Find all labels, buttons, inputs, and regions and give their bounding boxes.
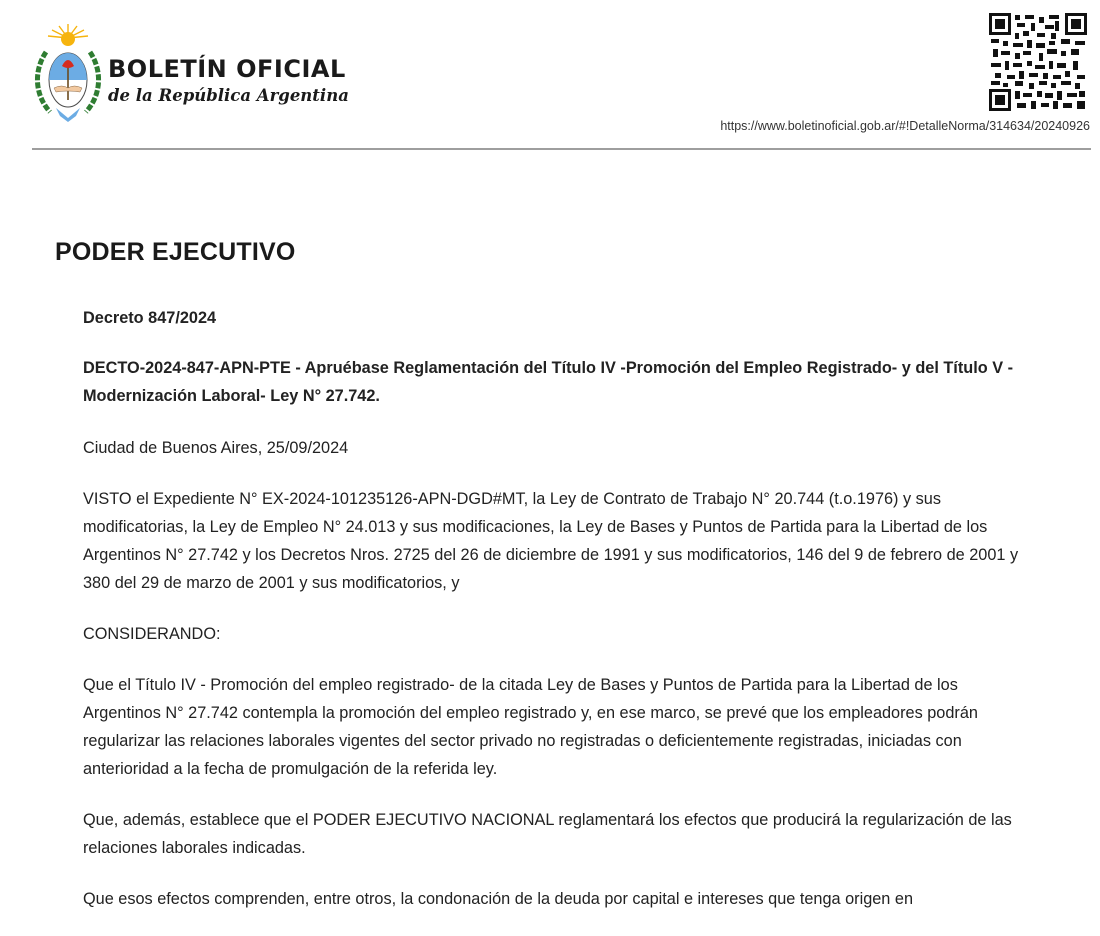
place-date: Ciudad de Buenos Aires, 25/09/2024 bbox=[83, 439, 349, 457]
decree-number: Decreto 847/2024 bbox=[83, 309, 217, 327]
paragraph-que-1: Que el Título IV - Promoción del empleo registrado- de la citada Ley de Bases y Puntos de Partida para la Libertad de los Argentinos N° 27.742 contempla la promoción del empleo registrado y, en ese marco, se prevé que los empleadores podrán regularizar las relaciones laborales vigentes del sector privado no registradas o deficientemente registradas, iniciadas con anterioridad a la fecha de promulgación de la referida ley. bbox=[83, 676, 978, 778]
document-body bbox=[83, 304, 1033, 936]
paragraph-visto: VISTO el Expediente N° EX-2024-101235126-APN-DGD#MT, la Ley de Contrato de Trabajo N° 20.744 (t.o.1976) y sus modificatorias, la Ley de Empleo N° 24.013 y sus modificaciones, la Ley de Bases y Puntos de Partida para la Libertad de los Argentinos N° 27.742 y los Decretos Nros. 2725 del 26 de diciembre de 1991 y sus modificatorios, 146 del 9 de febrero de 2001 y 380 del 29 de marzo de 2001 y sus modificatorios, y bbox=[83, 490, 1019, 592]
brand-subtitle: de la República Argentina bbox=[108, 86, 349, 105]
paragraph-que-3: Que esos efectos comprenden, entre otros, la condonación de la deuda por capital e intereses que tenga origen en bbox=[83, 890, 913, 908]
paragraph-considerando: CONSIDERANDO: bbox=[83, 625, 221, 643]
paragraph-que-2: Que, además, establece que el PODER EJECUTIVO NACIONAL reglamentará los efectos que producirá la regularización de las relaciones laborales indicadas. bbox=[83, 811, 1012, 857]
coat-of-arms-icon bbox=[32, 22, 104, 126]
page-header bbox=[0, 0, 1100, 150]
decree-summary: DECTO-2024-847-APN-PTE - Apruébase Reglamentación del Título IV -Promoción del Empleo Registrado- y del Título V -Modernización Laboral- Ley N° 27.742. bbox=[83, 359, 1013, 405]
header-divider bbox=[32, 148, 1091, 150]
section-title: PODER EJECUTIVO bbox=[55, 238, 296, 266]
brand-title: BOLETÍN OFICIAL bbox=[108, 55, 346, 83]
brand-logo[interactable] bbox=[32, 22, 352, 126]
qr-code-icon[interactable] bbox=[989, 13, 1087, 111]
document-url[interactable]: https://www.boletinoficial.gob.ar/#!DetalleNorma/314634/20240926 bbox=[720, 119, 1090, 133]
